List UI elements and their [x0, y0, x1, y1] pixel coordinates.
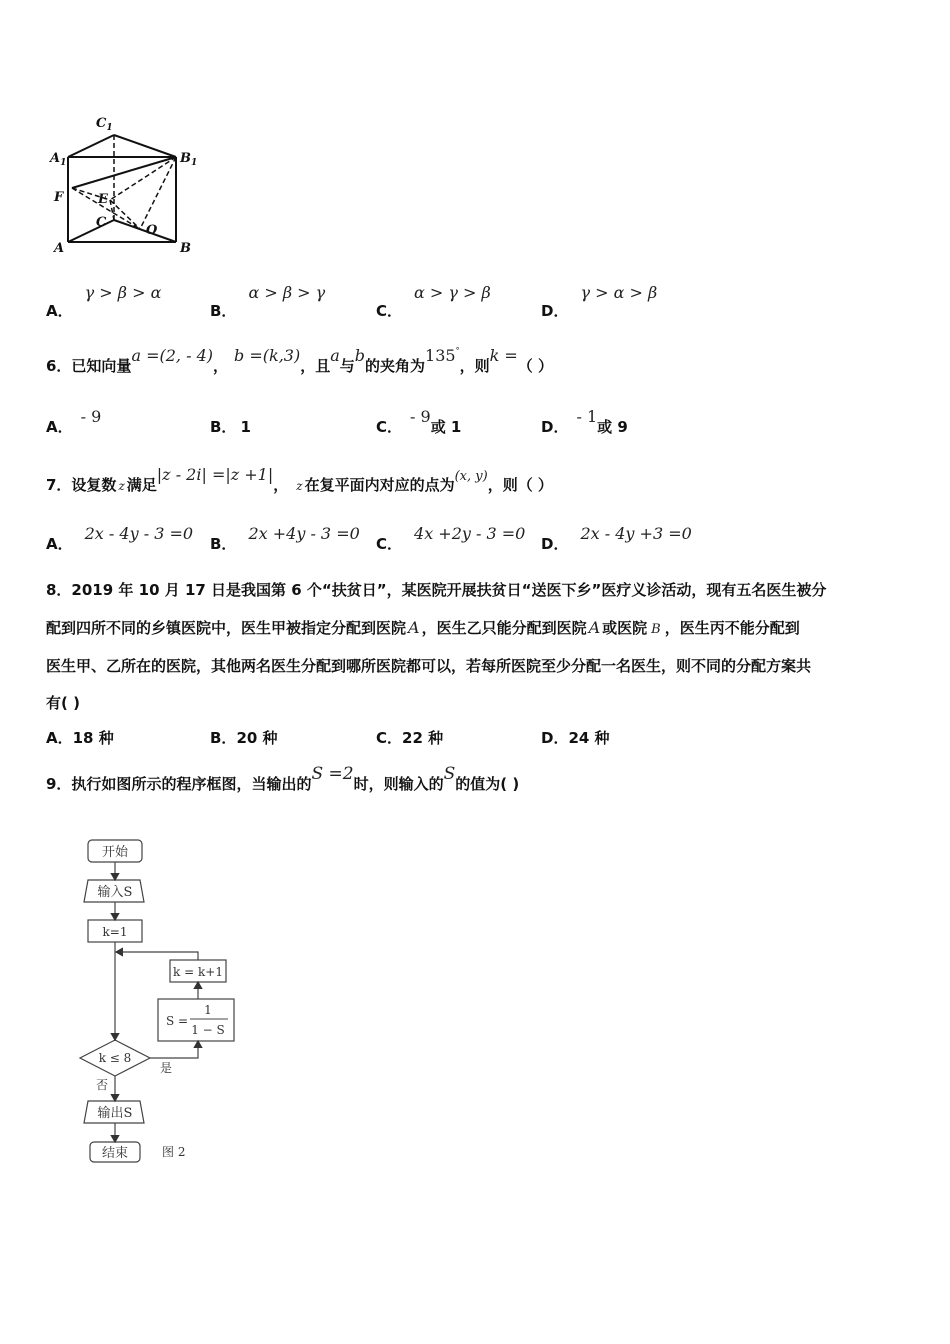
q8-hospital-b: B — [651, 622, 661, 637]
q9-input-s: S — [443, 764, 456, 784]
q7-option-b-expr: 2x +4y - 3 =0 — [248, 524, 360, 543]
q7-text-4: 在复平面内对应的点为 — [304, 476, 455, 494]
q6-option-b-letter: B． — [210, 418, 237, 436]
q7-z-2: z — [296, 479, 303, 493]
q6-vector-b: b =(k,3) — [234, 346, 301, 365]
q8-option-b-letter: B． — [210, 729, 237, 747]
q5-option-a-expr: γ > β > α — [84, 283, 162, 302]
q5-option-c-expr: α > γ > β — [414, 283, 491, 302]
q7-option-d-expr: 2x - 4y +3 =0 — [580, 524, 692, 543]
flow-incr-label: k = k+1 — [173, 965, 223, 979]
label-B1: B — [180, 151, 191, 166]
q6-text-6: ，则 — [459, 357, 490, 375]
q5-option-c-letter: C． — [376, 302, 403, 320]
q6-text-3: ，且 — [300, 357, 331, 375]
q6-vector-a: a =(2, - 4) — [131, 346, 213, 365]
q7-z-1: z — [118, 479, 125, 493]
q6-option-c-expr: - 9 — [410, 407, 431, 426]
svg-text:C1 — [96, 116, 113, 133]
label-O: O — [146, 223, 158, 238]
question-7 — [46, 465, 553, 495]
q8-line-3: 医生甲、乙所在的医院，其他两名医生分配到哪所医院都可以，若每所医院至少分配一名医生，则不同的分配方案共 — [46, 657, 812, 675]
question-9 — [46, 764, 520, 794]
label-A1-sub: 1 — [60, 158, 67, 168]
q6-option-b — [210, 416, 251, 437]
q8-option-d-letter: D． — [541, 729, 569, 747]
question-6 — [46, 346, 554, 376]
q6-option-b-tail: 1 — [240, 418, 251, 436]
q9-output-s: S =2 — [311, 764, 354, 784]
q8-option-a-letter: A． — [46, 729, 73, 747]
flow-init-label: k=1 — [102, 925, 128, 939]
q7-option-c-letter: C． — [376, 535, 403, 553]
flow-yes-label: 是 — [160, 1061, 173, 1075]
label-E: E — [98, 192, 108, 207]
label-B1-sub: 1 — [191, 158, 198, 168]
q6-option-d-letter: D． — [541, 418, 569, 436]
q6-option-c-letter: C． — [376, 418, 403, 436]
question-8 — [46, 572, 906, 722]
q7-option-a-letter: A． — [46, 535, 73, 553]
q6-text-2: ， — [213, 357, 229, 375]
prism-figure — [48, 112, 208, 262]
q6-option-c-tail: 或 1 — [430, 418, 462, 436]
q6-text-7: （ ） — [517, 357, 554, 375]
q8-option-b-text: 20 种 — [236, 729, 278, 747]
flowchart — [70, 830, 270, 1170]
q5-option-a — [46, 282, 162, 320]
label-A: A — [54, 241, 65, 256]
q6-option-d — [541, 407, 628, 437]
q6-option-a — [46, 407, 102, 437]
label-C: C — [96, 215, 107, 230]
flow-condition-label: k ≤ 8 — [98, 1051, 132, 1065]
q8-option-d-text: 24 种 — [568, 729, 610, 747]
flow-assign-num: 1 — [204, 1003, 212, 1017]
q5-option-d-letter: D． — [541, 302, 569, 320]
label-C1: C — [96, 116, 107, 131]
q6-option-a-letter: A． — [46, 418, 73, 436]
flow-input-label: 输入S — [97, 885, 133, 900]
q5-option-b-letter: B． — [210, 302, 237, 320]
q7-text-5: ，则（ ） — [487, 476, 553, 494]
q8-option-d — [541, 727, 610, 748]
q8-line-2d: ，医生丙不能分配到 — [664, 619, 800, 637]
q6-degree: ° — [455, 346, 460, 355]
q8-option-a — [46, 727, 114, 748]
q7-text-3: ， — [273, 476, 289, 494]
q9-text-1: 9．执行如图所示的程序框图，当输出的 — [46, 775, 312, 793]
q6-b: b — [354, 346, 366, 365]
q5-option-a-letter: A． — [46, 302, 73, 320]
q7-option-d — [541, 524, 692, 554]
q7-point: (x, y) — [454, 469, 488, 484]
q7-option-a-expr: 2x - 4y - 3 =0 — [84, 524, 194, 543]
q8-option-a-text: 18 种 — [72, 729, 114, 747]
flow-assign-den: 1 − S — [191, 1023, 225, 1037]
flow-caption: 图 2 — [162, 1145, 186, 1159]
q7-option-c — [376, 524, 526, 554]
q8-line-1: 8．2019 年 10 月 17 日是我国第 6 个“扶贫日”，某医院开展扶贫日“送医下乡”医疗义诊活动，现有五名医生被分 — [46, 581, 827, 599]
q7-text-2: 满足 — [126, 476, 157, 494]
flow-assign-lhs: S = — [166, 1014, 189, 1028]
q5-option-d-expr: γ > α > β — [580, 283, 658, 302]
q8-line-4: 有( ) — [46, 694, 80, 712]
flow-output-label: 输出S — [97, 1106, 133, 1121]
flow-no-label: 否 — [96, 1078, 109, 1092]
flow-start-label: 开始 — [101, 845, 129, 860]
q8-line-2b: ，医生乙只能分配到医院 — [421, 619, 587, 637]
q6-angle: 135 — [425, 346, 456, 365]
q9-text-2: 时，则输入的 — [353, 775, 444, 793]
q8-option-b — [210, 727, 278, 748]
q8-line-2 — [46, 609, 906, 648]
q8-line-2a: 配到四所不同的乡镇医院中，医生甲被指定分配到医院 — [46, 619, 407, 637]
q8-hospital-a-1: A — [408, 618, 420, 637]
label-A1: A — [50, 151, 61, 166]
q8-hospital-a-2: A — [588, 618, 601, 637]
q6-option-d-expr: - 1 — [576, 407, 598, 426]
q5-option-d — [541, 282, 658, 320]
q5-option-c — [376, 282, 491, 320]
label-C1-sub: 1 — [106, 123, 113, 133]
q7-option-a — [46, 524, 194, 554]
q6-k: k = — [489, 346, 518, 365]
q6-option-c — [376, 407, 462, 437]
q8-option-c-text: 22 种 — [402, 729, 444, 747]
flow-end-label: 结束 — [101, 1146, 129, 1161]
svg-text:A1 — [48, 151, 66, 168]
q6-text-1: 6．已知向量 — [46, 357, 132, 375]
label-F: F — [54, 190, 64, 205]
q6-option-d-tail: 或 9 — [597, 418, 628, 436]
q7-condition: |z - 2i| =|z +1| — [156, 465, 274, 484]
q5-option-b — [210, 282, 326, 320]
q6-text-5: 的夹角为 — [365, 357, 426, 375]
q7-option-d-letter: D． — [541, 535, 569, 553]
q8-option-c — [376, 727, 443, 748]
q5-option-b-expr: α > β > γ — [248, 283, 326, 302]
label-B: B — [180, 241, 191, 256]
q6-option-a-expr: - 9 — [80, 407, 102, 426]
q8-line-2c: 或医院 — [602, 619, 648, 637]
svg-text:B1 — [179, 151, 197, 168]
q6-a: a — [330, 346, 340, 365]
q7-option-b-letter: B． — [210, 535, 237, 553]
q6-text-4: 与 — [339, 357, 355, 375]
q7-option-c-expr: 4x +2y - 3 =0 — [414, 524, 526, 543]
q8-option-c-letter: C． — [376, 729, 403, 747]
q7-text-1: 7．设复数 — [46, 476, 117, 494]
q7-option-b — [210, 524, 360, 554]
q9-text-3: 的值为( ) — [455, 775, 520, 793]
